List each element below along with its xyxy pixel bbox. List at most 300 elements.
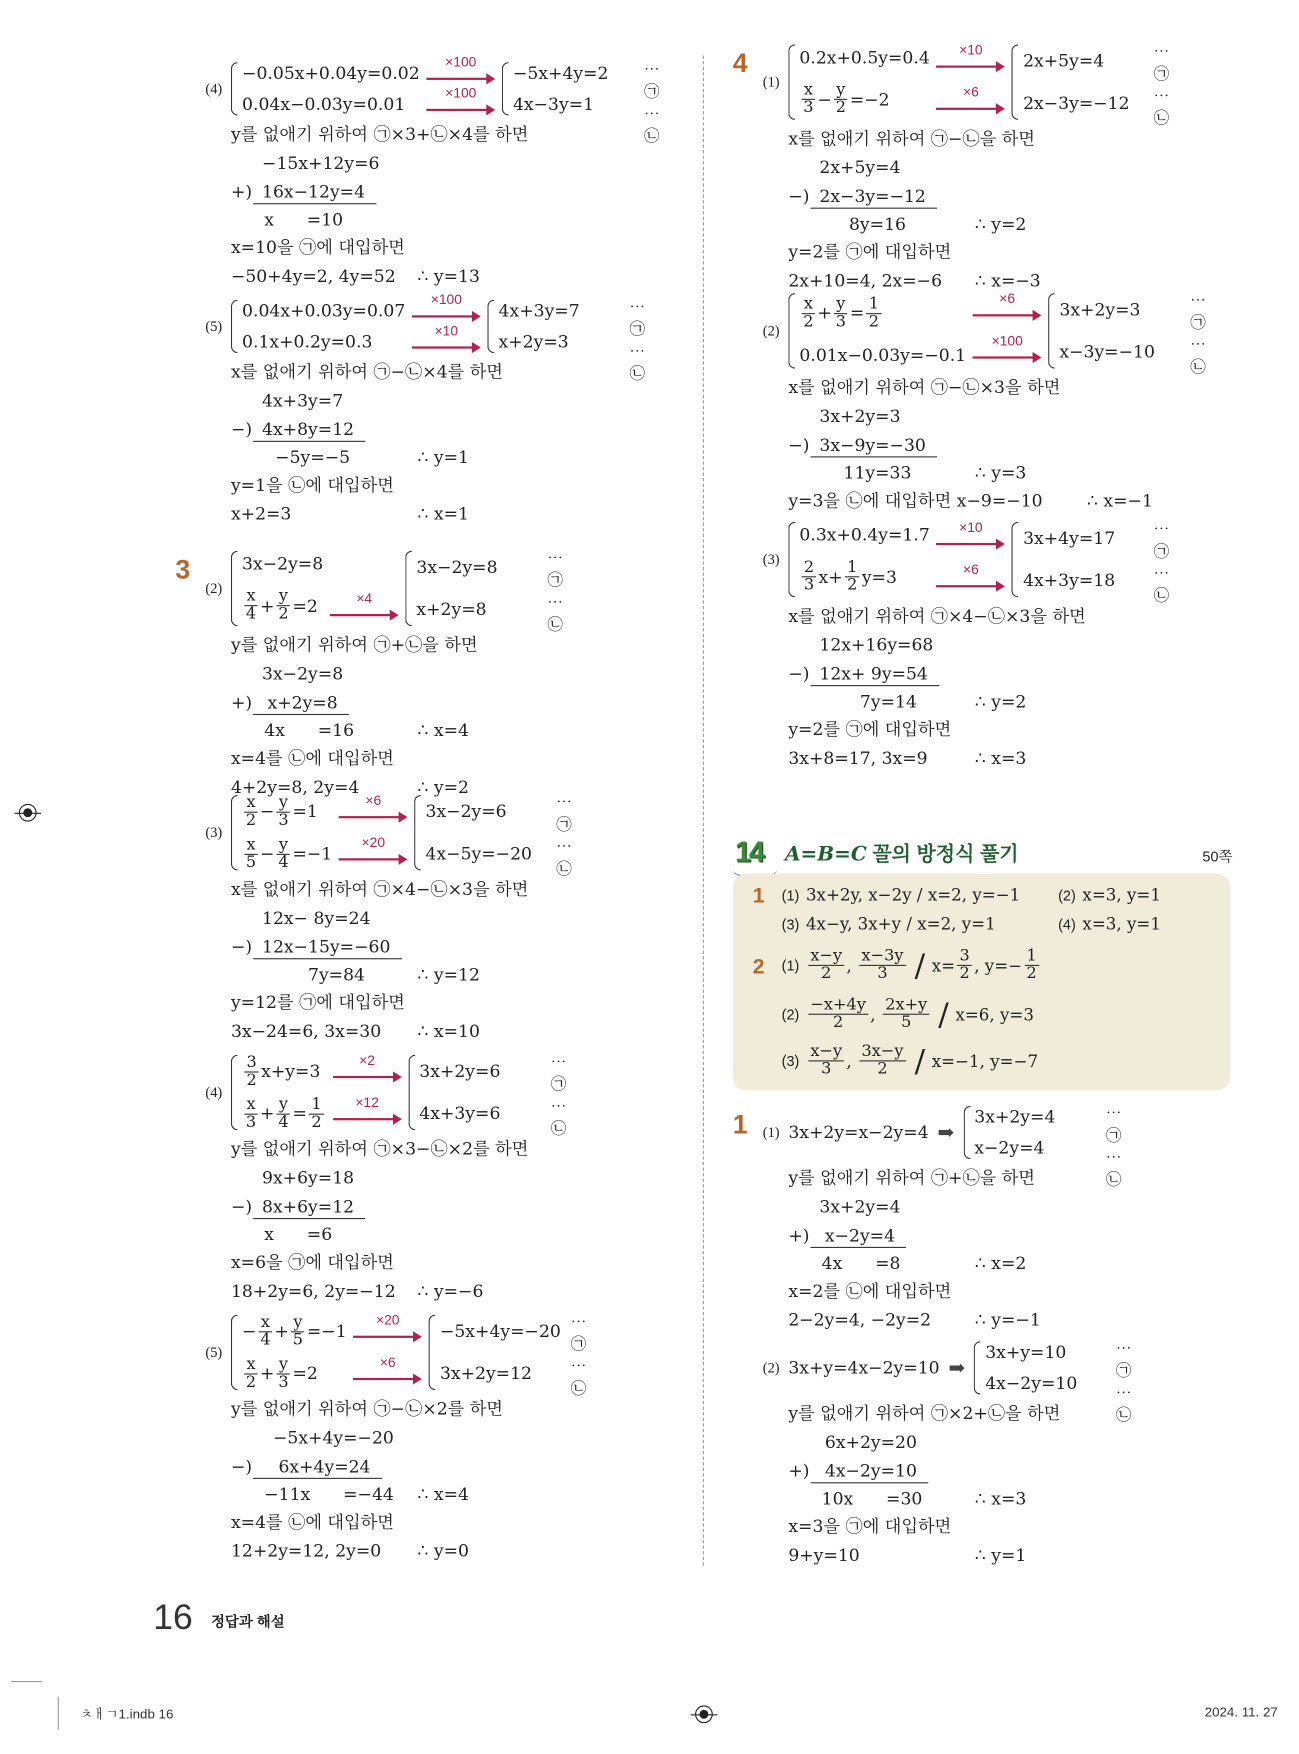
expression <box>806 947 1041 984</box>
problem-3-5 <box>205 1310 587 1565</box>
equation-marker: ⋯㉠ <box>629 298 646 339</box>
expression <box>799 296 883 330</box>
arrow-line <box>936 66 998 68</box>
solution-line <box>788 1250 1096 1277</box>
equation-markers <box>643 58 660 146</box>
math-text: x =10 <box>264 209 344 230</box>
solution-line <box>231 444 621 471</box>
math-text: 18+2y=6, 2y=−12 <box>230 1281 396 1302</box>
original-equations <box>242 791 332 875</box>
right-arrow-icon: ➡ <box>948 1356 966 1380</box>
answer-label: (3) <box>781 1052 800 1070</box>
multiply-arrows <box>426 54 495 120</box>
problem-2-4 <box>205 54 660 291</box>
math-text: y를 없애기 위하여 ㉠+㉡을 하면 <box>788 1168 1036 1189</box>
math-text: , y=− <box>974 955 1023 976</box>
numerator: y <box>834 82 848 100</box>
denominator: 2 <box>877 1060 888 1079</box>
equation-row <box>242 1096 326 1130</box>
equation-marker: ⋯㉡ <box>550 1098 567 1139</box>
multiply-arrow <box>353 1354 422 1388</box>
numerator: x <box>244 794 258 812</box>
fraction <box>309 1096 324 1130</box>
equation-marker: ⋯㉡ <box>1105 1149 1122 1190</box>
numerator: 2x+y <box>883 997 929 1015</box>
numerator: −x+4y <box>808 997 868 1015</box>
math-text: 12x+ 9y=54 <box>819 663 928 684</box>
section-title <box>785 838 1019 867</box>
equation-marker: ⋯㉡ <box>547 594 563 634</box>
solution-line <box>788 402 1181 431</box>
equation-markers <box>1105 1101 1122 1190</box>
numerator: x <box>244 1356 258 1374</box>
solution-line <box>231 631 539 660</box>
equation-marker: ⋯㉠ <box>1115 1340 1132 1381</box>
math-text: 4x+3y=7 <box>498 300 580 321</box>
operation-sign: +) <box>788 1461 810 1482</box>
transformed-equations <box>419 1050 541 1134</box>
page-reference: 50쪽 <box>1202 848 1233 865</box>
page-number: 16 <box>153 1596 193 1637</box>
original-equations <box>799 40 929 124</box>
combined-equation: 3x+y=4x−2y=10 <box>788 1357 940 1378</box>
math-text: 2x+10=4, 2x=−6 <box>788 270 943 291</box>
multiply-arrow <box>339 834 408 868</box>
solution-line <box>231 962 548 989</box>
equation-markers <box>1153 40 1170 128</box>
therefore-result: ∴ y=−1 <box>974 1310 1041 1331</box>
operation-sign: −) <box>788 186 810 207</box>
therefore-result: ∴ y=1 <box>417 447 469 468</box>
subproblem-label: (5) <box>205 1343 223 1361</box>
subproblem-label: (4) <box>205 1083 223 1101</box>
solution-line <box>788 1541 1107 1570</box>
equation-row <box>974 1138 1096 1158</box>
solution-line <box>231 1481 562 1508</box>
equation-marker: ⋯㉡ <box>556 838 572 879</box>
math-text: 4x−2y=10 <box>985 1373 1078 1394</box>
operation-sign: +) <box>230 182 253 203</box>
transformed-equations <box>440 1310 562 1394</box>
arrow-head-icon <box>472 311 481 322</box>
therefore-result: ∴ x=−1 <box>1087 490 1153 511</box>
expression <box>242 589 318 623</box>
underlined-equation <box>811 1224 907 1247</box>
math-text: 3x+2y=12 <box>439 1363 533 1384</box>
combined-equation: 3x+2y=x−2y=4 <box>788 1122 929 1143</box>
equation-row <box>242 1054 326 1088</box>
multiply-arrow <box>330 590 399 624</box>
solution-line <box>788 373 1181 402</box>
equation-row <box>242 301 405 321</box>
multiplier-label: ×2 <box>359 1052 376 1069</box>
expression <box>242 554 323 574</box>
subproblem-label: (2) <box>762 321 780 339</box>
equation-row <box>426 844 548 864</box>
expression <box>1082 885 1161 905</box>
equation-marker: ⋯㉡ <box>643 105 660 146</box>
math-text: −5x+4y=−20 <box>262 1427 394 1448</box>
therefore-result: ∴ y=2 <box>417 777 469 798</box>
expression <box>242 63 420 83</box>
fraction <box>244 794 258 828</box>
math-text: + <box>817 303 832 324</box>
section-14-header <box>733 835 1233 873</box>
math-text: x를 없애기 위하여 ㉠×4−㉡×3을 하면 <box>788 606 1086 627</box>
equation-markers <box>1153 517 1170 606</box>
subproblem-label: (1) <box>762 1123 780 1141</box>
slash-separator: / <box>938 995 949 1033</box>
math-text: y=3 <box>861 567 897 588</box>
math-text: , <box>870 1004 881 1025</box>
denominator: 3 <box>245 1113 257 1131</box>
registration-mark-icon <box>19 804 37 822</box>
underlined-equation <box>253 691 349 714</box>
equation-row <box>242 794 332 828</box>
arrow-head-icon <box>393 1071 402 1082</box>
underlined-equation <box>811 185 937 208</box>
numerator: y <box>277 794 291 812</box>
math-text: 4x+3y=6 <box>419 1103 501 1124</box>
subproblem-label: (4) <box>205 79 223 97</box>
math-text: 6x+2y=20 <box>819 1432 917 1453</box>
right-arrow-icon: ➡ <box>937 1120 955 1145</box>
denominator: 4 <box>260 1330 271 1349</box>
solution-line <box>231 386 621 415</box>
multiply-arrow <box>412 292 481 325</box>
equation-row <box>440 1321 562 1341</box>
operation-sign: −) <box>230 419 253 440</box>
numerator: 2 <box>802 560 817 578</box>
math-text: x=3을 ㉠에 대입하면 <box>788 1516 952 1537</box>
math-text: y=12를 ㉠에 대입하면 <box>230 992 405 1013</box>
equation-system <box>205 1310 587 1398</box>
multiply-arrow <box>426 54 495 88</box>
denominator: 3 <box>278 1372 289 1391</box>
multiplier-label: ×4 <box>356 590 373 607</box>
equation-row <box>799 82 929 116</box>
math-text: x=4를 ㉡에 대입하면 <box>230 1512 394 1533</box>
subproblem-label: (5) <box>205 317 223 335</box>
math-text: 2x+5y=4 <box>819 157 901 178</box>
answer-number: 2 <box>752 955 765 980</box>
left-brace <box>408 1055 415 1131</box>
expression <box>799 525 929 545</box>
solution-line <box>788 460 1181 487</box>
math-text: 4x+8y=12 <box>262 419 355 440</box>
therefore-result: ∴ x=4 <box>417 1484 469 1505</box>
multiplier-label: ×100 <box>991 333 1023 349</box>
solution-line <box>231 988 548 1017</box>
solution-line <box>788 1306 1096 1335</box>
solution-line <box>231 471 621 500</box>
math-text: 4x+3y=18 <box>1023 570 1116 591</box>
equation-row <box>513 63 635 83</box>
math-text: y=1을 ㉡에 대입하면 <box>230 475 394 496</box>
transformed-equations <box>499 295 621 357</box>
math-text: 3x+8=17, 3x=9 <box>788 748 928 769</box>
answer-item <box>782 996 1034 1033</box>
multiply-arrow <box>973 290 1042 324</box>
equation-marker: ⋯㉠ <box>643 61 660 102</box>
math-text: =−2 <box>849 89 890 110</box>
numerator: x <box>259 1314 273 1332</box>
denominator: 5 <box>901 1013 912 1032</box>
arrow-line <box>412 346 474 348</box>
answer-item <box>782 947 1042 984</box>
left-brace <box>231 1315 238 1391</box>
multiplier-label: ×100 <box>445 85 477 102</box>
math-text: x+2y=8 <box>262 692 338 713</box>
left-brace <box>231 551 238 627</box>
math-text: 0.2x+0.5y=0.4 <box>799 47 930 68</box>
subproblem-label: (1) <box>762 73 780 90</box>
equation-row <box>1023 529 1145 549</box>
underlined-equation <box>253 1455 381 1478</box>
multiply-arrows <box>339 791 408 875</box>
math-text: 3x−9y=−30 <box>819 434 926 455</box>
denominator: 2 <box>835 99 846 117</box>
transformed-equations <box>985 1337 1107 1399</box>
solution-line <box>231 1508 562 1537</box>
math-text: 3x+y=10 <box>985 1342 1067 1363</box>
solution-line <box>231 875 548 904</box>
operation-sign: −) <box>788 435 810 456</box>
registration-mark-icon <box>695 1705 713 1723</box>
equation-row <box>1023 571 1145 591</box>
denominator: 5 <box>292 1330 304 1349</box>
equation-marker: ⋯㉠ <box>1153 43 1170 84</box>
equation-system <box>205 791 572 879</box>
multiplier-label: ×12 <box>355 1094 379 1111</box>
original-equations <box>242 1310 347 1394</box>
expression <box>242 837 332 871</box>
fraction <box>277 1356 291 1390</box>
arrow-head-icon <box>996 61 1005 72</box>
equation-row <box>1023 51 1145 71</box>
arrow-line <box>426 109 488 111</box>
numerator: x <box>802 82 816 100</box>
solution-line <box>231 262 635 291</box>
equation-row <box>799 296 966 330</box>
multiply-arrows <box>353 1310 422 1394</box>
solution-line <box>788 1428 1107 1457</box>
math-text: y를 없애기 위하여 ㉠×2+㉡을 하면 <box>788 1403 1061 1424</box>
solution-line <box>788 486 1181 515</box>
fraction <box>277 1096 291 1130</box>
underlined-equation <box>253 935 401 958</box>
equation-row <box>1059 342 1181 362</box>
multiply-arrow <box>936 519 1005 553</box>
math-text: 3x+4y=17 <box>1023 528 1116 549</box>
solution-line <box>231 1452 562 1481</box>
operation-sign: +) <box>788 1225 810 1246</box>
arrow-line <box>353 1378 415 1380</box>
math-text: 4x−2y=10 <box>819 1460 917 1481</box>
math-text: 7y=84 <box>264 964 366 985</box>
math-text: 2x−3y=−12 <box>819 185 926 206</box>
multiply-arrow <box>973 333 1042 367</box>
equation-system <box>762 517 1170 606</box>
numerator: 3 <box>244 1054 259 1072</box>
equation-marker: ⋯㉠ <box>1153 520 1170 561</box>
math-text: , <box>846 955 858 976</box>
math-text: x=−1, y=−7 <box>931 1050 1039 1071</box>
therefore-result: ∴ y=13 <box>417 266 480 287</box>
fraction <box>277 589 291 623</box>
multiplier-label: ×6 <box>962 84 979 100</box>
arrow-line <box>973 314 1035 316</box>
therefore-result: ∴ y=1 <box>974 1545 1027 1566</box>
multiply-arrow <box>936 561 1005 595</box>
equation-row <box>242 554 323 574</box>
fraction <box>291 1314 305 1348</box>
math-text: 0.01x−0.03y=−0.1 <box>799 345 967 366</box>
therefore-result: ∴ y=3 <box>974 462 1027 483</box>
numerator: y <box>277 837 291 855</box>
math-text: x =6 <box>264 1224 333 1245</box>
left-brace <box>231 300 238 353</box>
transformed-equations <box>426 791 548 875</box>
arrow-head-icon <box>486 104 495 115</box>
math-text: 3x−2y=8 <box>242 553 324 574</box>
math-text: y를 없애기 위하여 ㉠−㉡×2를 하면 <box>230 1398 504 1419</box>
math-text: − <box>260 801 275 822</box>
math-text: =−1 <box>306 1321 347 1342</box>
original-equations <box>799 517 929 601</box>
fraction <box>802 296 816 330</box>
arrow-line <box>333 1076 395 1078</box>
numerator: x <box>244 1096 258 1114</box>
therefore-result: ∴ x=2 <box>974 1253 1027 1274</box>
math-text: − <box>817 89 832 110</box>
expression <box>242 1054 320 1088</box>
section-number-badge: 14 <box>735 834 763 869</box>
multiply-arrows <box>936 517 1005 601</box>
math-text: x를 없애기 위하여 ㉠×4−㉡×3을 하면 <box>230 879 529 900</box>
solution-line <box>231 1017 548 1046</box>
equation-row <box>499 301 621 321</box>
answer-item <box>782 914 996 934</box>
equation-marker: ⋯㉠ <box>570 1313 587 1354</box>
equation-marker: ⋯㉡ <box>1153 565 1170 606</box>
equation-row <box>513 94 635 114</box>
expression <box>799 82 889 116</box>
answer-number: 1 <box>752 884 765 909</box>
solution-line <box>231 904 548 933</box>
left-brace <box>405 551 412 627</box>
numerator: 1 <box>1024 948 1039 966</box>
arrow-line <box>973 356 1035 358</box>
math-text: 3x−2y=8 <box>416 557 498 578</box>
solution-line <box>788 660 1145 689</box>
expression <box>242 1314 347 1348</box>
equation-marker: ⋯㉠ <box>556 793 572 834</box>
equation-markers <box>1115 1337 1132 1425</box>
math-text: x−2y=4 <box>819 1225 896 1246</box>
equation-row <box>985 1373 1107 1393</box>
denominator: 2 <box>245 811 257 829</box>
math-text: =2 <box>292 595 318 616</box>
denominator: 3 <box>877 964 888 983</box>
solution-line <box>788 715 1145 744</box>
denominator: 2 <box>803 312 814 331</box>
math-text: −5x+4y=2 <box>512 63 609 84</box>
therefore-result: ∴ x=10 <box>417 1021 480 1042</box>
math-text: 3x−24=6, 3x=30 <box>230 1021 382 1042</box>
numerator: 1 <box>309 1096 324 1114</box>
transformed-equations <box>1023 517 1145 601</box>
math-text: y를 없애기 위하여 ㉠+㉡을 하면 <box>230 635 478 656</box>
equation-row <box>416 557 538 577</box>
solution-line <box>231 500 621 529</box>
solution-line <box>788 631 1145 660</box>
therefore-result: ∴ y=0 <box>417 1541 469 1562</box>
math-text: 4x−3y=1 <box>512 94 595 115</box>
therefore-result: ∴ y=12 <box>417 964 480 985</box>
equation-row <box>1023 93 1145 113</box>
solution-line <box>788 1277 1096 1306</box>
left-brace <box>974 1341 981 1394</box>
answer-item <box>782 1043 1038 1080</box>
math-text: 0.04x+0.03y=0.07 <box>242 300 406 321</box>
therefore-result: ∴ y=−6 <box>417 1281 484 1302</box>
math-text: 3x−2y=6 <box>425 801 507 822</box>
subproblem-label: (2) <box>762 1359 780 1376</box>
left-brace <box>1012 522 1019 598</box>
math-text: x를 없애기 위하여 ㉠−㉡×4를 하면 <box>230 361 504 382</box>
answer-label: (2) <box>781 1005 800 1023</box>
denominator: 4 <box>278 1113 289 1131</box>
problem-4-2 <box>762 289 1206 516</box>
numerator: 1 <box>845 560 860 578</box>
math-text: x=3, y=1 <box>1082 884 1161 905</box>
problem-4-1 <box>732 40 1170 295</box>
solution-line <box>788 238 1145 267</box>
expression <box>799 47 929 67</box>
operation-sign: −) <box>230 937 253 958</box>
equation-markers <box>556 791 572 879</box>
therefore-result: ∴ x=1 <box>417 504 469 525</box>
equation-row <box>974 1107 1096 1127</box>
arrow-line <box>330 614 392 616</box>
multiplier-label: ×100 <box>430 292 462 308</box>
expression <box>242 794 318 828</box>
equation-row <box>242 837 332 871</box>
math-text: x−3y=−10 <box>1059 341 1155 362</box>
numerator: y <box>291 1314 305 1332</box>
equation-marker: ⋯㉠ <box>547 549 563 590</box>
equation-row <box>799 525 929 545</box>
arrow-head-icon <box>996 538 1005 549</box>
fraction <box>244 837 258 871</box>
multiply-arrow <box>333 1094 402 1128</box>
answer-item <box>782 885 1021 905</box>
problem-number: 3 <box>175 555 191 586</box>
math-text: y=3을 ㉡에 대입하면 x−9=−10 <box>788 490 1043 511</box>
answer-item <box>1058 914 1161 934</box>
denominator: 2 <box>847 576 858 595</box>
solution-line <box>231 233 635 262</box>
left-brace <box>788 44 795 120</box>
math-text: x=3, y=1 <box>1082 913 1161 934</box>
math-text: x+2y=3 <box>498 331 569 352</box>
math-text: 9+y=10 <box>788 1545 860 1566</box>
left-brace <box>487 300 494 353</box>
math-text: 4x−5y=−20 <box>425 843 532 864</box>
left-brace <box>963 1106 970 1159</box>
fraction <box>277 837 291 871</box>
